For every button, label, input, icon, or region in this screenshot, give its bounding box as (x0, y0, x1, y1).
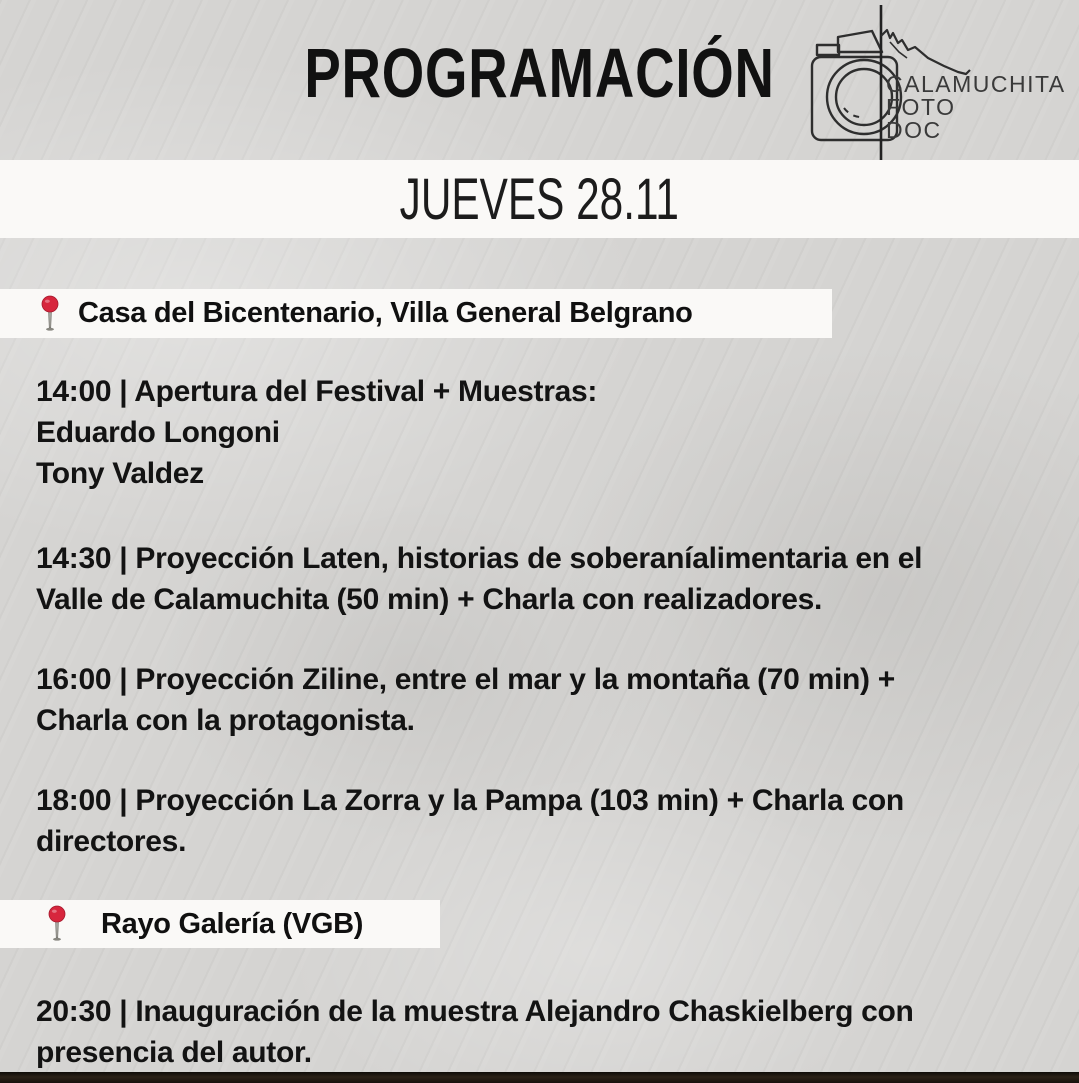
event-line: Charla con la protagonista. (36, 704, 415, 737)
page-title-text: PROGRAMACIÓN (304, 34, 775, 112)
event-line: 20:30 | Inauguración de la muestra Alejandro Chaskielberg con (36, 995, 914, 1028)
camera-lens-inner (836, 69, 892, 125)
bottom-border-bar (0, 1072, 1079, 1083)
logo-brand-line3: DOC (886, 117, 942, 143)
venue-name: Rayo Galería (VGB) (101, 907, 364, 940)
location-pin-icon (38, 295, 62, 333)
day-banner (0, 160, 1079, 238)
event-line: directores. (36, 825, 187, 858)
venue-banner-casa-del-bicentenario (0, 289, 832, 338)
event-line: 14:00 | Apertura del Festival + Muestras: (36, 375, 598, 408)
logo-brand-line1: CALAMUCHITA (886, 71, 1066, 97)
event-block-2030-inauguracion (36, 991, 1071, 1073)
event-block-1430-laten (36, 538, 1071, 620)
mountains-icon (881, 30, 970, 74)
day-banner-label: JUEVES 28.11 (399, 166, 680, 232)
camera-lens-glint (844, 108, 864, 117)
camera-prism (838, 31, 882, 52)
event-line: 14:30 | Proyección Laten, historias de soberaníalimentaria en el (36, 542, 923, 575)
event-line: 16:00 | Proyección Ziline, entre el mar y la montaña (70 min) + (36, 663, 895, 696)
logo-brand-line2: FOTO (886, 94, 956, 120)
event-line: 18:00 | Proyección La Zorra y la Pampa (103 min) + Charla con (36, 784, 904, 817)
event-line: Eduardo Longoni (36, 416, 280, 449)
event-line: presencia del autor. (36, 1036, 312, 1069)
event-block-1400-apertura (36, 371, 1071, 494)
festival-logo (805, 0, 1075, 170)
event-block-1800-la-zorra (36, 780, 1071, 862)
event-line: Tony Valdez (36, 457, 204, 490)
camera-knob (817, 45, 839, 55)
location-pin-icon (45, 905, 69, 943)
event-line: Valle de Calamuchita (50 min) + Charla con realizadores. (36, 583, 823, 616)
event-block-1600-ziline (36, 659, 1071, 741)
venue-name: Casa del Bicentenario, Villa General Belgrano (78, 297, 693, 329)
venue-banner-rayo-galeria (0, 900, 440, 948)
